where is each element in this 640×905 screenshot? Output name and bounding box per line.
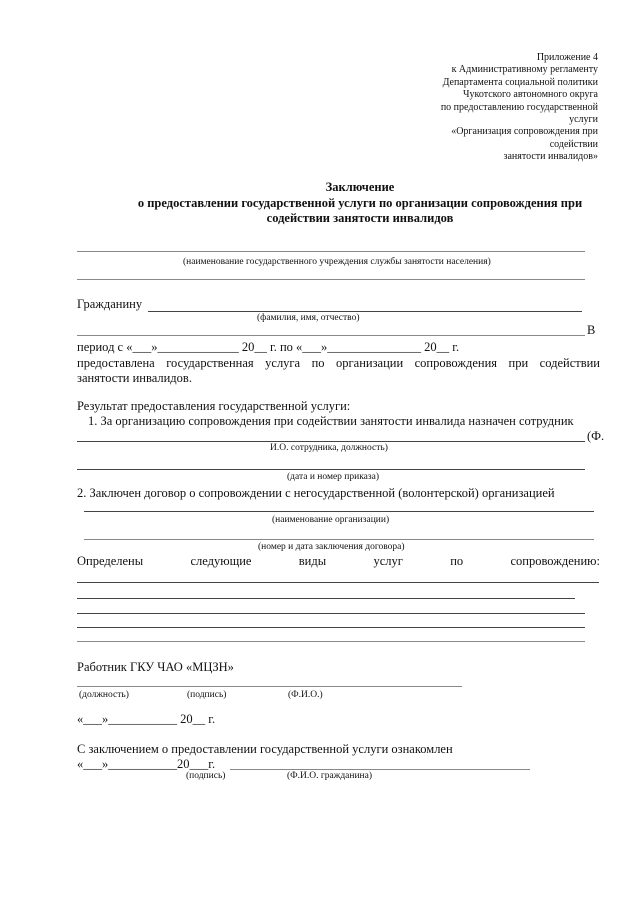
services-line-5 (77, 641, 585, 642)
agency-line-2 (77, 279, 585, 280)
sign-caption: (подпись) (187, 690, 227, 700)
employee-caption: И.О. сотрудника, должность) (270, 443, 388, 453)
defined-word: виды (298, 554, 327, 568)
org-line (84, 511, 594, 512)
org-caption: (наименование организации) (272, 515, 390, 525)
period-text: период с «___»_____________ 20__ г. по «___»_______________ 20__ г. (77, 340, 460, 354)
appendix-line: Департамента социальной политики (442, 76, 598, 88)
item-2: 2. Заключен договор о сопровождении с негосударственной (волонтерской) организацией (77, 486, 555, 500)
acknowledge-fio-caption: (Ф.И.О. гражданина) (287, 771, 372, 781)
provided-word: содействии (539, 356, 600, 370)
defined-word: следующие (190, 554, 252, 568)
citizen-name-line-2 (77, 335, 585, 336)
agency-line (77, 251, 585, 252)
contract-line (84, 539, 594, 540)
appendix-block (380, 52, 598, 164)
defined-word: сопровождению: (510, 554, 600, 568)
worker-date: «___»___________ 20__ г. (77, 712, 216, 726)
appendix-line: содействии (549, 138, 598, 150)
provided-word: по (311, 356, 325, 370)
appendix-line: Приложение 4 (536, 52, 598, 63)
citizen-label: Гражданину (77, 297, 143, 311)
appendix-line: «Организация сопровождения при (451, 126, 598, 138)
in-word: В (587, 323, 596, 337)
services-line-3 (77, 613, 585, 614)
appendix-line: Чукотского автономного округа (463, 89, 598, 101)
defined-word: по (450, 554, 464, 568)
document-title-line2: о предоставлении государственной услуги по организации сопровождения при (137, 196, 583, 210)
fio-caption: (фамилия, имя, отчество) (257, 313, 360, 323)
result-heading: Результат предоставления государственной услуги: (77, 399, 351, 413)
contract-caption: (номер и дата заключения договора) (258, 542, 405, 552)
services-line-4 (77, 627, 585, 628)
services-line-1 (77, 582, 599, 583)
provided-line-1 (77, 356, 600, 371)
acknowledge-text: С заключением о предоставлении государственной услуги ознакомлен (77, 742, 453, 756)
item-1-tail: (Ф. (587, 429, 605, 443)
position-caption: (должность) (79, 690, 129, 700)
citizen-name-line (148, 311, 582, 312)
provided-word: предоставлена (77, 356, 155, 370)
appendix-line: услуги (569, 114, 598, 126)
provided-word: при (508, 356, 529, 370)
worker-signature-line (77, 686, 462, 687)
acknowledge-date: «___»___________20___г. (77, 757, 216, 771)
provided-word: услуга (265, 356, 301, 370)
fio-caption-worker: (Ф.И.О.) (288, 690, 323, 700)
document-title: Заключение (325, 180, 395, 194)
order-line (77, 469, 585, 470)
defined-word: Определены (77, 554, 144, 568)
document-title-line3: содействии занятости инвалидов (266, 211, 454, 225)
defined-line (77, 554, 600, 569)
appendix-line: к Административному регламенту (451, 64, 598, 76)
agency-caption: (наименование государственного учреждения службы занятости населения) (183, 257, 491, 267)
acknowledge-signature-line (230, 769, 530, 770)
acknowledge-sign-caption: (подпись) (186, 771, 226, 781)
services-line-2 (77, 598, 575, 599)
defined-word: услуг (373, 554, 403, 568)
order-caption: (дата и номер приказа) (287, 472, 380, 482)
provided-word: сопровождения (414, 356, 498, 370)
employee-line (77, 441, 585, 442)
appendix-line: по предоставлению государственной (440, 101, 598, 113)
item-1: 1. За организацию сопровождения при содействии занятости инвалида назначен сотрудник (88, 414, 574, 428)
provided-word: государственная (166, 356, 254, 370)
appendix-line: занятости инвалидов» (503, 151, 598, 163)
worker-label: Работник ГКУ ЧАО «МЦЗН» (77, 660, 234, 674)
provided-line-2: занятости инвалидов. (77, 371, 192, 385)
provided-word: организации (336, 356, 404, 370)
